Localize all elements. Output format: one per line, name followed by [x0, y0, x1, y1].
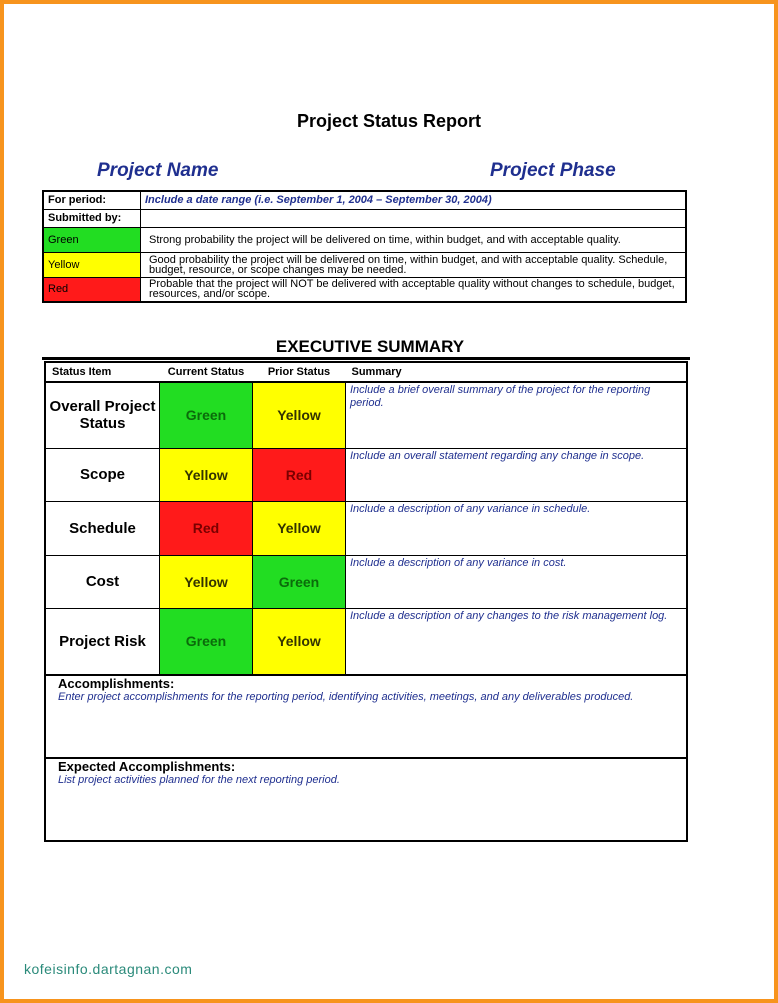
- accomplishments-heading: Accomplishments:: [58, 676, 175, 691]
- summary-cell[interactable]: Include a description of any variance in schedule.: [346, 501, 688, 555]
- executive-summary-table: [44, 361, 688, 676]
- legend-red-desc: Probable that the project will NOT be delivered with acceptable quality without changes to schedule, budget, resources, and/or scope.: [141, 277, 687, 302]
- accomplishments-text: Enter project accomplishments for the reporting period, identifying activities, meetings, and any deliverables produced.: [58, 691, 634, 703]
- project-phase: Project Phase: [490, 160, 616, 181]
- prior-status-cell[interactable]: Yellow: [253, 382, 346, 448]
- row-item: Scope: [45, 448, 160, 501]
- col-current-status: Current Status: [160, 362, 253, 382]
- table-row: [45, 448, 687, 501]
- current-status-cell[interactable]: Green: [160, 608, 253, 675]
- header-table: [42, 190, 687, 303]
- expected-heading: Expected Accomplishments:: [58, 759, 236, 774]
- expected-text: List project activities planned for the next reporting period.: [58, 774, 340, 786]
- legend-green-desc: Strong probability the project will be delivered on time, within budget, and with acceptable quality.: [141, 227, 687, 252]
- period-value[interactable]: Include a date range (i.e. September 1, 2004 – September 30, 2004): [141, 191, 687, 209]
- col-summary: Summary: [346, 362, 688, 382]
- period-label: For period:: [43, 191, 141, 209]
- current-status-cell[interactable]: Red: [160, 501, 253, 555]
- summary-cell[interactable]: Include a description of any variance in cost.: [346, 555, 688, 608]
- legend-red-swatch: Red: [43, 277, 141, 302]
- report-title: Project Status Report: [296, 111, 482, 131]
- table-row: [45, 555, 687, 608]
- summary-cell[interactable]: Include a description of any changes to the risk management log.: [346, 608, 688, 675]
- table-row: [45, 501, 687, 555]
- current-status-cell[interactable]: Green: [160, 382, 253, 448]
- row-item: Cost: [45, 555, 160, 608]
- table-row: [45, 382, 687, 448]
- legend-green-swatch: Green: [43, 227, 141, 252]
- row-item: Overall Project Status: [45, 382, 160, 448]
- row-item: Project Risk: [45, 608, 160, 675]
- submitted-value[interactable]: [141, 209, 687, 227]
- summary-cell[interactable]: Include an overall statement regarding any change in scope.: [346, 448, 688, 501]
- watermark: kofeisinfo.dartagnan.com: [24, 961, 193, 977]
- section-divider: [42, 357, 690, 360]
- legend-yellow-desc: Good probability the project will be delivered on time, within budget, and with acceptable quality. Schedule, budget, resource, or scope changes may be needed.: [141, 252, 687, 277]
- legend-yellow-swatch: Yellow: [43, 252, 141, 277]
- prior-status-cell[interactable]: Yellow: [253, 501, 346, 555]
- col-status-item: Status Item: [45, 362, 160, 382]
- prior-status-cell[interactable]: Red: [253, 448, 346, 501]
- executive-summary-title: EXECUTIVE SUMMARY: [275, 337, 465, 356]
- current-status-cell[interactable]: Yellow: [160, 448, 253, 501]
- current-status-cell[interactable]: Yellow: [160, 555, 253, 608]
- project-name: Project Name: [97, 160, 219, 181]
- col-prior-status: Prior Status: [253, 362, 346, 382]
- table-row: [45, 608, 687, 675]
- prior-status-cell[interactable]: Yellow: [253, 608, 346, 675]
- row-item: Schedule: [45, 501, 160, 555]
- summary-cell[interactable]: Include a brief overall summary of the project for the reporting period.: [346, 382, 688, 448]
- prior-status-cell[interactable]: Green: [253, 555, 346, 608]
- submitted-label: Submitted by:: [43, 209, 141, 227]
- expected-accomplishments-box[interactable]: [44, 757, 688, 842]
- accomplishments-box[interactable]: [44, 674, 688, 759]
